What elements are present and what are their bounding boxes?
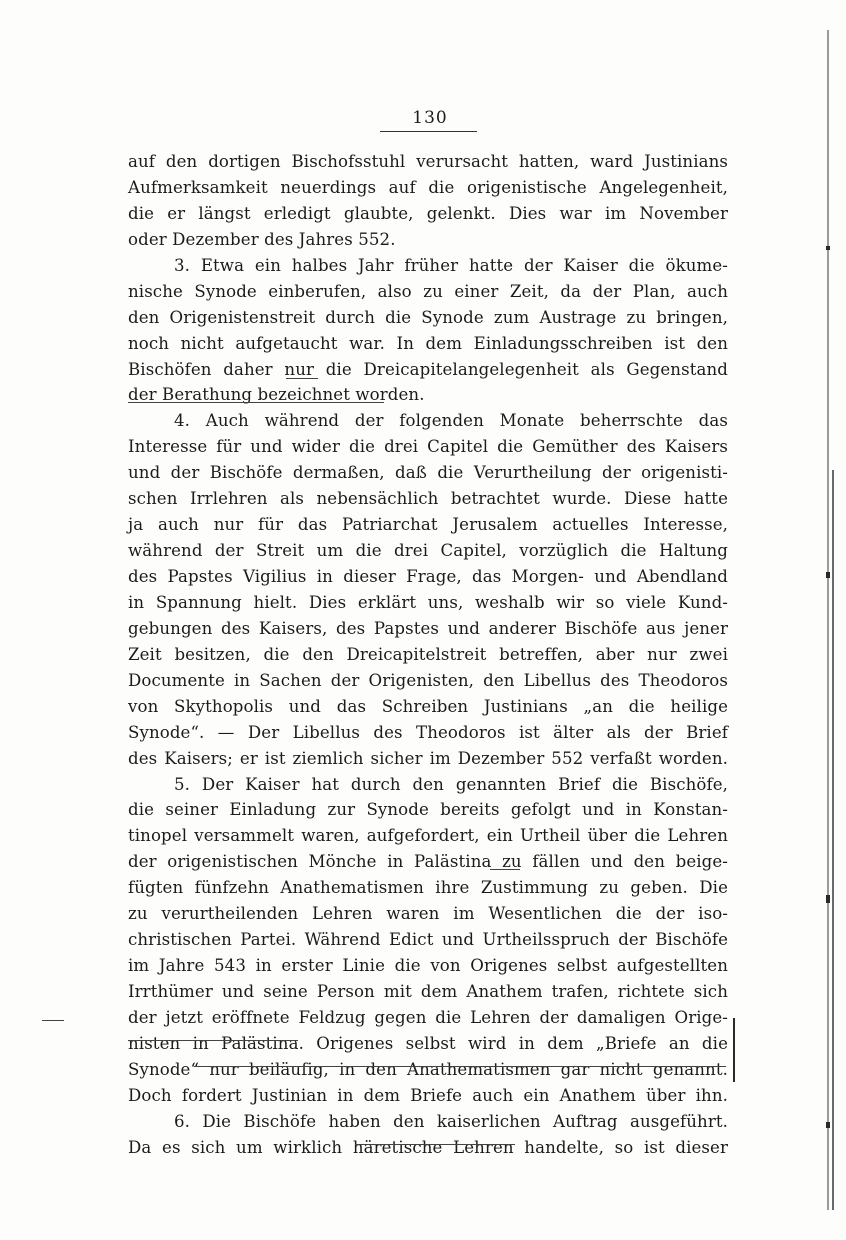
text-line: nisten in Palästina. Origenes selbst wird in dem „Briefe an die xyxy=(128,1033,728,1053)
text-line: nische Synode einberufen, also zu einer Zeit, da der Plan, auch xyxy=(128,281,728,301)
text-line: auf den dortigen Bischofsstuhl verursacht hatten, ward Justinians xyxy=(128,152,728,171)
pencil-underline xyxy=(128,1040,298,1041)
text-line: Doch fordert Justinian in dem Briefe auch ein Anathem über ihn. xyxy=(128,1085,728,1105)
text-line: noch nicht aufgetaucht war. In dem Einladungsschreiben ist den xyxy=(128,333,728,353)
text-line: die seiner Einladung zur Synode bereits gefolgt und in Konstan- xyxy=(128,800,728,820)
margin-mark xyxy=(42,1020,64,1021)
scan-edge-line xyxy=(827,30,829,1210)
text-line: im Jahre 543 in erster Linie die von Origenes selbst aufgestellten xyxy=(128,956,728,976)
scan-edge-line xyxy=(832,470,834,1210)
text-line: gebungen des Kaisers, des Papstes und anderer Bischöfe aus jener xyxy=(128,618,728,638)
text-line: christischen Partei. Während Edict und Urtheilsspruch der Bischöfe xyxy=(128,930,728,950)
text-line: Aufmerksamkeit neuerdings auf die origenistische Angelegenheit, xyxy=(128,177,728,197)
text-line: 4. Auch während der folgenden Monate beherrschte das xyxy=(174,411,728,431)
text-line: zu verurtheilenden Lehren waren im Wesentlichen die der iso- xyxy=(128,904,728,924)
text-line: Irrthümer und seine Person mit dem Anathem trafen, richtete sich xyxy=(128,982,728,1001)
scan-speck xyxy=(826,246,830,250)
text-line: in Spannung hielt. Dies erklärt uns, weshalb wir so viele Kund- xyxy=(128,592,728,612)
text-line: und der Bischöfe dermaßen, daß die Verurtheilung der origenisti- xyxy=(128,463,728,483)
text-line: 3. Etwa ein halbes Jahr früher hatte der Kaiser die ökume- xyxy=(174,255,728,275)
pencil-underline xyxy=(355,1144,515,1145)
text-line: Da es sich um wirklich häretische Lehren handelte, so ist dieser xyxy=(128,1137,728,1157)
text-line: Synode“ nur beiläufig, in den Anathematismen gar nicht genannt. xyxy=(128,1059,728,1079)
text-line: schen Irrlehren als nebensächlich betrachtet wurde. Diese hatte xyxy=(128,489,728,509)
text-line: der origenistischen Mönche in Palästina zu fällen und den beige- xyxy=(128,852,728,872)
pencil-underline xyxy=(128,402,384,403)
text-line: 6. Die Bischöfe haben den kaiserlichen Auftrag ausgeführt. xyxy=(174,1111,728,1131)
text-line: den Origenistenstreit durch die Synode zum Austrage zu bringen, xyxy=(128,307,728,327)
margin-bracket xyxy=(733,1018,735,1082)
pencil-underline xyxy=(194,1066,726,1067)
text-line: Zeit besitzen, die den Dreicapitelstreit betreffen, aber nur zwei xyxy=(128,644,728,664)
text-line: der Berathung bezeichnet worden. xyxy=(128,385,425,405)
scan-speck xyxy=(826,895,830,903)
text-line: von Skythopolis und das Schreiben Justinians „an die heilige xyxy=(128,696,728,716)
text-line: des Papstes Vigilius in dieser Frage, das Morgen- und Abendland xyxy=(128,567,728,586)
page-number: 130 xyxy=(412,108,448,128)
pencil-underline xyxy=(286,378,318,379)
text-line: die er längst erledigt glaubte, gelenkt. Dies war im November xyxy=(128,203,728,223)
text-line: 5. Der Kaiser hat durch den genannten Brief die Bischöfe, xyxy=(174,774,728,794)
text-line: der jetzt eröffnete Feldzug gegen die Lehren der damaligen Orige- xyxy=(128,1007,728,1027)
text-line: Bischöfen daher nur die Dreicapitelangelegenheit als Gegenstand xyxy=(128,359,728,379)
body-text xyxy=(128,149,728,1161)
pencil-underline xyxy=(490,869,520,870)
text-line: Interesse für und wider die drei Capitel die Gemüther des Kaisers xyxy=(128,437,728,457)
text-line: oder Dezember des Jahres 552. xyxy=(128,229,396,249)
text-line: ja auch nur für das Patriarchat Jerusalem actuelles Interesse, xyxy=(128,515,728,535)
text-line: tinopel versammelt waren, aufgefordert, ein Urtheil über die Lehren xyxy=(128,826,728,846)
text-line: des Kaisers; er ist ziemlich sicher im Dezember 552 verfaßt worden. xyxy=(128,748,728,768)
page-number-rule xyxy=(380,131,477,132)
text-line: Documente in Sachen der Origenisten, den Libellus des Theodoros xyxy=(128,670,728,690)
text-line: fügten fünfzehn Anathematismen ihre Zustimmung zu geben. Die xyxy=(128,878,728,898)
scan-speck xyxy=(826,1122,830,1128)
text-line: Synode“. — Der Libellus des Theodoros ist älter als der Brief xyxy=(128,722,728,742)
scan-speck xyxy=(826,572,830,578)
text-line: während der Streit um die drei Capitel, vorzüglich die Haltung xyxy=(128,541,728,561)
